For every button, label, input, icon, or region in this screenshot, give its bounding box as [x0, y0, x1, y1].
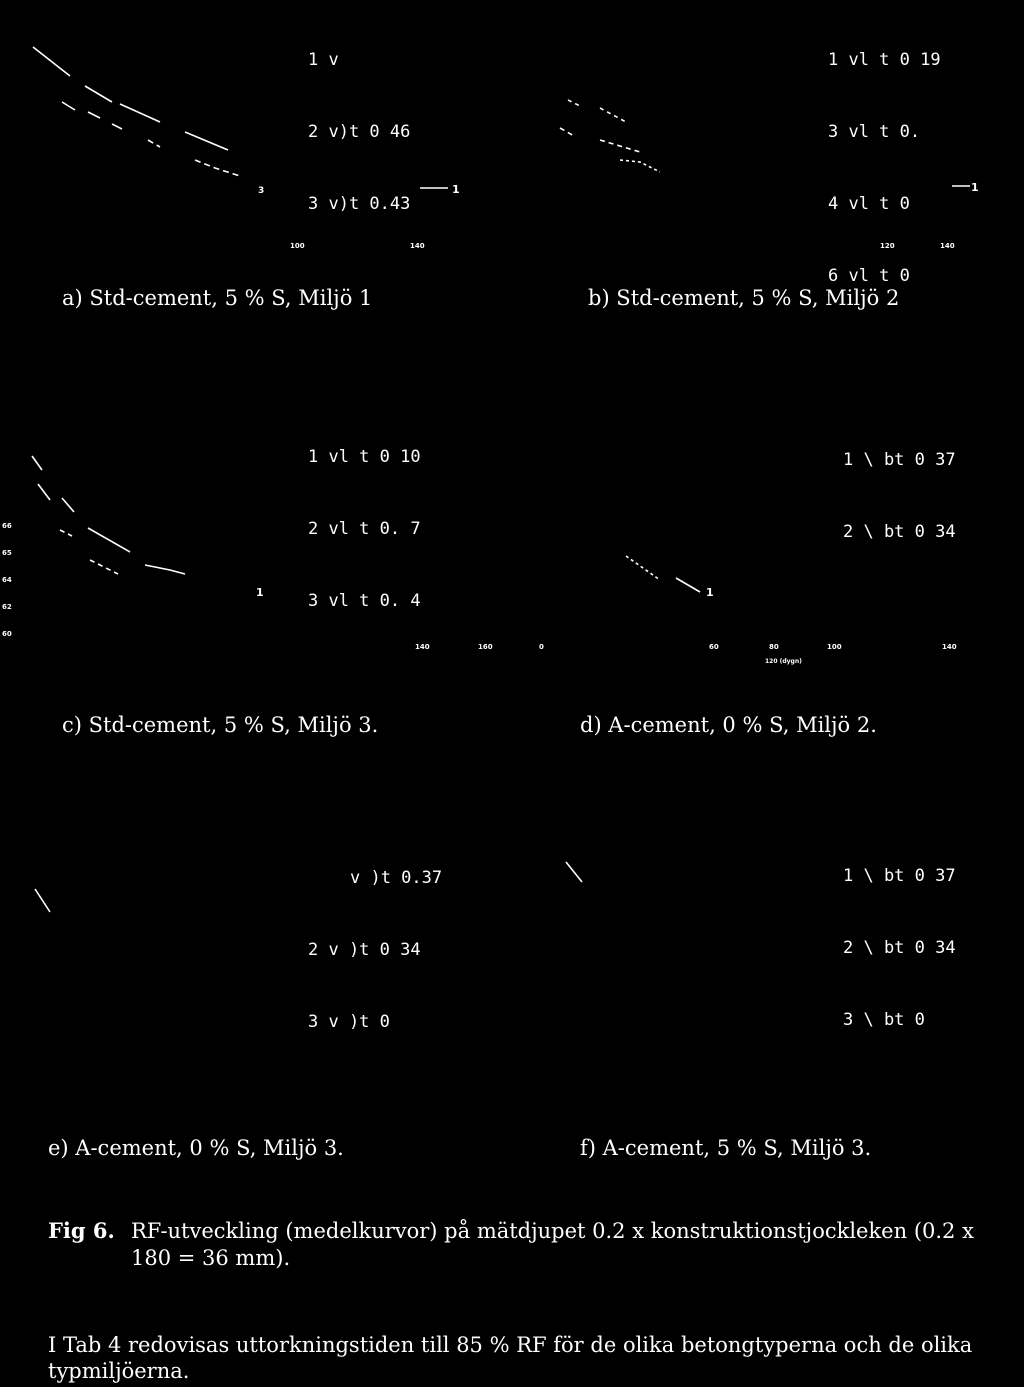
- panel-d-curve-2: [676, 578, 700, 592]
- legend-entry: 1 vl t 0 10: [308, 447, 421, 467]
- panel-c-curve-3: [88, 528, 130, 552]
- legend-entry: v )t 0.37: [350, 868, 443, 888]
- curve-label: 1: [256, 586, 264, 599]
- curve-label: 3: [258, 186, 265, 196]
- curve-label: 1: [706, 586, 714, 599]
- legend-entry: 3 vl t 0. 4: [308, 591, 421, 611]
- panel-c-legend: [308, 397, 421, 637]
- x-tick: 100: [827, 643, 842, 651]
- panel-c-caption: c) Std-cement, 5 % S, Miljö 3.: [62, 713, 379, 737]
- x-tick: 140: [415, 643, 430, 651]
- curve-label: 1: [971, 181, 979, 194]
- legend-entry: 4 vl t 0: [828, 194, 910, 214]
- panel-c-curve-2: [38, 484, 74, 512]
- panel-a-curve-5: [148, 140, 240, 176]
- panel-d-caption: d) A-cement, 0 % S, Miljö 2.: [580, 713, 877, 737]
- panel-d-legend: [843, 400, 956, 568]
- panel-f-legend: [843, 816, 956, 1056]
- x-tick: 140: [940, 242, 955, 250]
- panel-f-caption: f) A-cement, 5 % S, Miljö 3.: [580, 1136, 872, 1160]
- panel-d-curve-1: [626, 556, 660, 580]
- y-tick: 66: [2, 522, 12, 530]
- legend-entry: 2 vl t 0. 7: [308, 519, 421, 539]
- y-tick: 60: [2, 630, 12, 638]
- panel-e-caption: e) A-cement, 0 % S, Miljö 3.: [48, 1136, 344, 1160]
- legend-entry: 6 vl t 0: [828, 266, 910, 286]
- legend-entry: 2 \ bt 0 34: [843, 938, 956, 958]
- y-tick: 64: [2, 576, 12, 584]
- x-tick: 140: [942, 643, 957, 651]
- y-tick: 65: [2, 549, 12, 557]
- panel-a-caption: a) Std-cement, 5 % S, Miljö 1: [62, 286, 373, 310]
- panel-c-curve-1: [32, 456, 42, 470]
- legend-entry: 3 vl t 0.: [828, 122, 921, 142]
- y-tick: 62: [2, 603, 12, 611]
- panel-b-curve-3: [620, 160, 660, 172]
- panel-a-curve-1: [33, 47, 70, 76]
- legend-entry: 1 v: [308, 50, 339, 70]
- legend-entry: 2 v)t 0 46: [308, 122, 411, 142]
- legend-entry: 1 \ bt 0 37: [843, 450, 956, 470]
- legend-entry: 1 vl t 0 19: [828, 50, 941, 70]
- panel-a-curve-4: [185, 132, 228, 150]
- x-tick: 60: [709, 643, 719, 651]
- x-tick: 140: [410, 242, 425, 250]
- panel-e-legend: [308, 818, 442, 1058]
- panel-b-caption: b) Std-cement, 5 % S, Miljö 2: [588, 286, 900, 310]
- panel-b-curve-2: [560, 128, 640, 152]
- panel-b-curve-1: [568, 100, 626, 122]
- legend-entry: 3 \ bt 0: [843, 1010, 925, 1030]
- panel-b-legend: [828, 0, 941, 312]
- legend-entry: 2 \ bt 0 34: [843, 522, 956, 542]
- panel-c-curve-5: [145, 565, 185, 574]
- x-tick: 80: [769, 643, 779, 651]
- x-axis-label: 120 (dygn): [765, 658, 802, 665]
- legend-entry: 3 v)t 0.43: [308, 194, 411, 214]
- x-tick: 100: [290, 242, 305, 250]
- legend-entry: 3 v )t 0: [308, 1012, 390, 1032]
- panel-e-curve-1: [35, 889, 50, 912]
- x-tick: 120: [880, 242, 895, 250]
- panel-c-curve-4: [60, 530, 118, 574]
- panel-a-curve-3: [62, 102, 122, 129]
- body-paragraph: I Tab 4 redovisas uttorkningstiden till 85 % RF för de olika betongtyperna och de olika typmiljöerna.: [48, 1333, 973, 1383]
- figure-label: Fig 6.: [48, 1218, 115, 1243]
- panel-a-legend: [308, 0, 410, 240]
- legend-entry: 2 v )t 0 34: [308, 940, 421, 960]
- x-tick: 160: [478, 643, 493, 651]
- panel-f-curve-1: [566, 862, 582, 882]
- figure-caption: RF-utveckling (medelkurvor) på mätdjupet 0.2 x konstruktionstjockleken (0.2 x 180 = 36 mm).: [131, 1219, 974, 1270]
- legend-entry: 1 \ bt 0 37: [843, 866, 956, 886]
- curve-label: 1: [452, 183, 460, 196]
- x-tick: 0: [539, 643, 544, 651]
